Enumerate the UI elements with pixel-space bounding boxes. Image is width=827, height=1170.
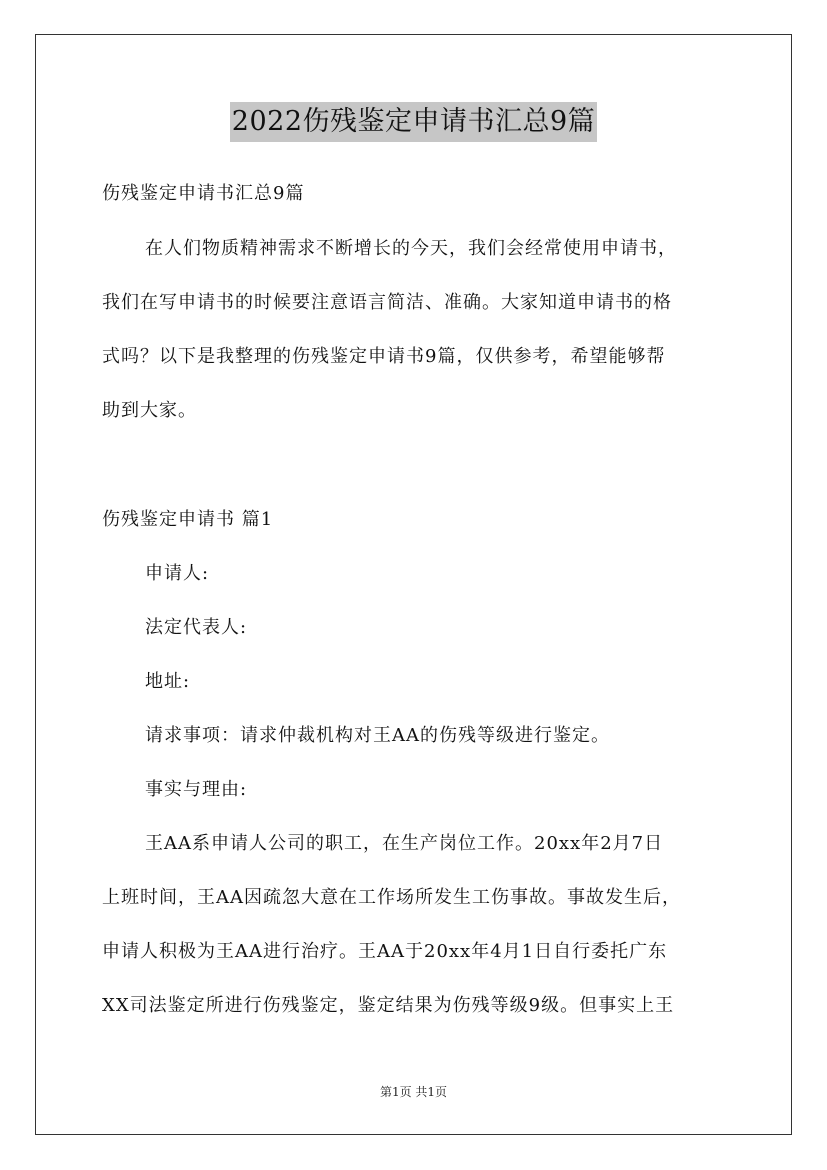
body-line-3: 申请人积极为王AA进行治疗。王AA于20xx年4月1日自行委托广东 bbox=[102, 941, 668, 962]
intro-line-4: 助到大家。 bbox=[102, 400, 197, 421]
field-request: 请求事项：请求仲裁机构对王AA的伤残等级进行鉴定。 bbox=[145, 725, 610, 746]
document-subtitle: 伤残鉴定申请书汇总9篇 bbox=[102, 183, 305, 204]
document-title: 2022伤残鉴定申请书汇总9篇 bbox=[230, 102, 597, 142]
title-container bbox=[0, 102, 827, 142]
field-legal-rep: 法定代表人: bbox=[145, 617, 248, 638]
body-line-4: XX司法鉴定所进行伤残鉴定，鉴定结果为伤残等级9级。但事实上王 bbox=[102, 995, 675, 1016]
body-line-2: 上班时间，王AA因疏忽大意在工作场所发生工伤事故。事故发生后， bbox=[102, 887, 681, 908]
page-footer: 第1页 共1页 bbox=[379, 1085, 448, 1099]
field-applicant: 申请人: bbox=[145, 563, 210, 584]
section-heading: 伤残鉴定申请书 篇1 bbox=[102, 509, 274, 530]
intro-line-1: 在人们物质精神需求不断增长的今天，我们会经常使用申请书， bbox=[145, 238, 677, 259]
facts-heading: 事实与理由: bbox=[145, 779, 248, 800]
body-line-1: 王AA系申请人公司的职工，在生产岗位工作。20xx年2月7日 bbox=[145, 833, 664, 854]
intro-line-3: 式吗？以下是我整理的伤残鉴定申请书9篇，仅供参考，希望能够帮 bbox=[102, 346, 666, 367]
intro-line-2: 我们在写申请书的时候要注意语言简洁、准确。大家知道申请书的格 bbox=[102, 292, 672, 313]
field-address: 地址: bbox=[145, 671, 191, 692]
